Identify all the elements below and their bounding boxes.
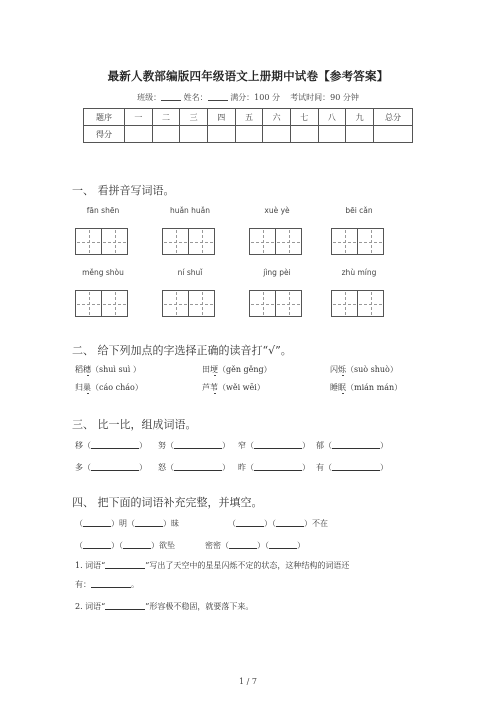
reading-options: （wěi wēi） xyxy=(218,383,265,392)
pinyin-label: zhù míng xyxy=(341,268,377,277)
reading-item[interactable]: 闪烁（suò shuò） xyxy=(330,365,398,374)
score-header-cell: 九 xyxy=(346,109,374,126)
question-text: 2. 词语“ xyxy=(75,602,106,611)
answer-blank[interactable] xyxy=(276,518,304,527)
answer-blank[interactable] xyxy=(229,540,257,549)
score-table-row xyxy=(84,126,413,143)
idiom-text: ）昧 xyxy=(163,519,179,528)
question-text: 有： xyxy=(75,580,91,589)
pinyin-label: huǎn huǎn xyxy=(169,206,211,215)
score-row-label: 得分 xyxy=(84,126,125,143)
compare-char: 郁 xyxy=(316,441,324,450)
name-blank xyxy=(208,92,228,101)
answer-blank[interactable] xyxy=(91,462,139,471)
question-2 xyxy=(75,601,253,612)
compare-char: 移 xyxy=(75,441,83,450)
dotted-char: 眠 xyxy=(338,383,346,392)
idiom-text: 密密（ xyxy=(205,541,229,550)
dotted-char: 巢 xyxy=(83,383,91,392)
score-cell[interactable] xyxy=(290,126,318,143)
score-table-header xyxy=(84,109,413,126)
dotted-char: 烁 xyxy=(338,365,346,374)
answer-blank[interactable] xyxy=(174,440,222,449)
page-title: 最新人教部编版四年级语文上册期中试卷【参考答案】 xyxy=(107,69,389,83)
name-label: 姓名： xyxy=(183,93,208,102)
pinyin-label: měng shòu xyxy=(82,268,124,277)
section2-title: 二、 给下列加点的字选择正确的读音打“√”。 xyxy=(72,344,292,357)
score-header-cell: 七 xyxy=(290,109,318,126)
compare-item[interactable]: 怒（ ） xyxy=(158,463,230,472)
question-1-cont xyxy=(75,579,139,590)
compare-item[interactable]: 努（ ） xyxy=(158,441,230,450)
dotted-char: 埂 xyxy=(210,365,218,374)
reading-item[interactable]: 稻穗（shuì suì ） xyxy=(75,365,141,374)
question-text: ”形容极不稳固，就要落下来。 xyxy=(145,602,254,611)
class-blank xyxy=(161,92,181,101)
score-header-cell: 六 xyxy=(263,109,291,126)
writing-grid[interactable] xyxy=(162,290,214,317)
idiom-item[interactable]: 密密（ ）（ ） xyxy=(205,541,305,550)
reading-options: （mián mán） xyxy=(346,383,403,392)
class-label: 班级： xyxy=(137,93,162,102)
compare-item[interactable]: 窄（ ） xyxy=(238,441,310,450)
answer-blank[interactable] xyxy=(123,540,151,549)
compare-char: 窄 xyxy=(238,441,246,450)
score-header-cell: 三 xyxy=(180,109,208,126)
dotted-char: 苇 xyxy=(210,383,218,392)
answer-blank[interactable] xyxy=(105,601,145,610)
score-cell[interactable] xyxy=(125,126,153,143)
reading-item[interactable]: 芦苇（wěi wēi） xyxy=(202,383,265,392)
answer-blank[interactable] xyxy=(332,440,380,449)
question-1 xyxy=(75,560,349,571)
exam-time: 考试时间：90 分钟 xyxy=(290,93,359,102)
score-cell[interactable] xyxy=(263,126,291,143)
compare-char: 努 xyxy=(158,441,166,450)
answer-blank[interactable] xyxy=(91,579,131,588)
writing-grid[interactable] xyxy=(331,290,383,317)
answer-blank[interactable] xyxy=(236,518,264,527)
section1-title: 一、 看拼音写词语。 xyxy=(72,184,175,197)
score-header-cell: 题序 xyxy=(84,109,125,126)
idiom-text: ）明（ xyxy=(111,519,135,528)
reading-options: （shuì suì ） xyxy=(91,365,141,374)
score-header-cell: 总分 xyxy=(374,109,413,126)
answer-blank[interactable] xyxy=(332,462,380,471)
score-header-cell: 四 xyxy=(207,109,235,126)
reading-options: （gěn gěng） xyxy=(218,365,272,374)
full-score: 满分：100 分 xyxy=(230,93,280,102)
score-cell[interactable] xyxy=(235,126,263,143)
answer-blank[interactable] xyxy=(83,540,111,549)
answer-blank[interactable] xyxy=(254,462,302,471)
reading-options: （cáo cháo） xyxy=(91,383,143,392)
answer-blank[interactable] xyxy=(83,518,111,527)
compare-item[interactable]: 移（ ） xyxy=(75,441,147,450)
score-cell[interactable] xyxy=(318,126,346,143)
answer-blank[interactable] xyxy=(105,560,145,569)
score-cell[interactable] xyxy=(207,126,235,143)
score-header-cell: 二 xyxy=(152,109,180,126)
idiom-text: ）欲坠 xyxy=(151,541,175,550)
writing-grid[interactable] xyxy=(162,228,214,255)
compare-char: 多 xyxy=(75,463,83,472)
writing-grid[interactable] xyxy=(75,290,127,317)
question-text: ”写出了天空中的星星闪烁不定的状态，这种结构的词语还 xyxy=(145,561,350,570)
answer-blank[interactable] xyxy=(269,540,297,549)
idiom-text: ）不在 xyxy=(304,519,328,528)
pinyin-label: ní shuǐ xyxy=(177,268,203,277)
score-header-cell: 一 xyxy=(125,109,153,126)
score-cell[interactable] xyxy=(152,126,180,143)
question-text: 1. 词语“ xyxy=(75,561,106,570)
reading-item[interactable]: 睡眠（mián mán） xyxy=(330,383,403,392)
answer-blank[interactable] xyxy=(91,440,139,449)
compare-item[interactable]: 多（ ） xyxy=(75,463,147,472)
pinyin-label: xuè yè xyxy=(264,206,290,215)
score-cell[interactable] xyxy=(346,126,374,143)
compare-char: 昨 xyxy=(238,463,246,472)
writing-grid[interactable] xyxy=(249,228,301,255)
page-number: 1 / 7 xyxy=(239,677,257,686)
pinyin-label: fān shēn xyxy=(86,206,120,215)
reading-options: （suò shuò） xyxy=(346,365,398,374)
pinyin-label: jìng pèi xyxy=(263,268,291,277)
compare-item[interactable]: 昨（ ） xyxy=(238,463,310,472)
section3-title: 三、 比一比，组成词语。 xyxy=(72,418,197,431)
answer-blank[interactable] xyxy=(174,462,222,471)
writing-grid[interactable] xyxy=(75,228,127,255)
section4-title: 四、 把下面的词语补充完整，并填空。 xyxy=(72,496,263,509)
idiom-item[interactable]: （ ）（ ）欲坠 xyxy=(75,541,175,550)
dotted-char: 穗 xyxy=(83,365,91,374)
reading-item[interactable]: 田埂（gěn gěng） xyxy=(202,365,272,374)
compare-char: 有 xyxy=(316,463,324,472)
score-table xyxy=(83,108,413,143)
writing-grid[interactable] xyxy=(331,228,383,255)
reading-item[interactable]: 归巢（cáo cháo） xyxy=(75,383,143,392)
score-cell[interactable] xyxy=(374,126,413,143)
score-header-cell: 五 xyxy=(235,109,263,126)
compare-item[interactable]: 有（ ） xyxy=(316,463,388,472)
score-cell[interactable] xyxy=(180,126,208,143)
writing-grid[interactable] xyxy=(249,290,301,317)
exam-info xyxy=(0,92,496,103)
compare-item[interactable]: 郁（ ） xyxy=(316,441,388,450)
score-header-cell: 八 xyxy=(318,109,346,126)
pinyin-label: bēi cǎn xyxy=(345,206,373,215)
answer-blank[interactable] xyxy=(135,518,163,527)
idiom-item[interactable]: （ ）（ ）不在 xyxy=(228,519,328,528)
idiom-item[interactable]: （ ）明（ ）昧 xyxy=(75,519,179,528)
answer-blank[interactable] xyxy=(254,440,302,449)
compare-char: 怒 xyxy=(158,463,166,472)
question-text: 。 xyxy=(131,580,139,589)
